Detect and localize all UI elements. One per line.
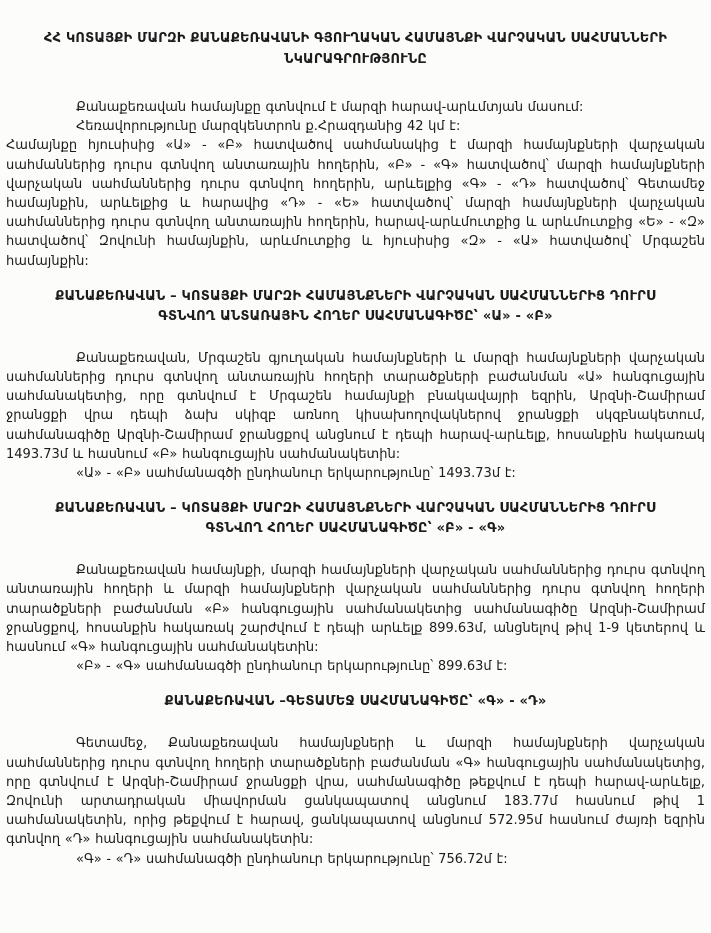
section-boundary-g-d — [6, 692, 705, 868]
section-summary-g-d: «Գ» - «Դ» սահմանագծի ընդհանուր երկարությունը՝ 756.72մ է: — [76, 851, 508, 867]
section-heading-g-d: ՔԱՆԱՔԵՌԱՎԱՆ –ԳԵՏԱՄԵՋ ՍԱՀՄԱՆԱԳԻԾԸ՝ «Գ» - «Դ» — [164, 694, 547, 710]
section-heading-a-b: ՔԱՆԱՔԵՌԱՎԱՆ – ԿՈՏԱՅՔԻ ՄԱՐԶԻ ՀԱՄԱՅՆՔՆԵՐԻ ՎԱՐՉԱԿԱՆ ՍԱՀՄԱՆՆԵՐԻՑ ԴՈՒՐՍ ԳՏՆՎՈՂ ԱՆՏԱՌԱՅԻՆ ՀՈՂԵՐ ՍԱՀՄԱՆԱԳԻԾԸ՝ «Ա» - «Բ» — [55, 288, 656, 324]
section-body-g-d: Գետամեջ, Քանաքեռավան համայնքների և մարզի համայնքների վարչական սահմաններից դուրս գտնվող հողերի տարածքների բաժանման «Գ» հանգուցային սահմանակետից, որը գտնվում է Արզնի-Շամիրամ ջրանցքի վրա, սահմանագիծը թեքվում է դեպի հարավ-արևելք, Զովունի արտադրական միավորման ցանկապատով անցնում 183.77մ հասնում թիվ 1 սահմանակետին, որից թեքվում է հարավ, ցանկապատով անցնում 572.95մ հասնում ժայռի եզրին գտնվող «Դ» հանգուցային սահմանակետին: — [6, 736, 705, 848]
document-title: ՀՀ ԿՈՏԱՅՔԻ ՄԱՐԶԻ ՔԱՆԱՔԵՌԱՎԱՆԻ ԳՅՈՒՂԱԿԱՆ ՀԱՄԱՅՆՔԻ ՎԱՐՉԱԿԱՆ ՍԱՀՄԱՆՆԵՐԻ ՆԿԱՐԱԳՐՈՒԹՅՈՒՆԸ — [43, 31, 668, 67]
section-boundary-b-g — [6, 499, 705, 676]
intro-paragraph-location: Քանաքեռավան համայնքը գտնվում է մարզի հարավ-արևմտյան մասում: — [76, 100, 584, 115]
intro-paragraph-distance: Հեռավորությունը մարզկենտրոն ք.Հրազդանից 42 կմ է: — [76, 119, 461, 135]
intro-paragraph-borders-overview: Համայնքը հյուսիսից «Ա» - «Բ» հատվածով սահմանակից է մարզի համայնքների վարչական սահմաններից դուրս գտնվող անտառային հողերին, «Բ» - «Գ» հատվածով՝ մարզի համայնքների վարչական սահմաններից դուրս գտնվող հողերին, արևելքից «Գ» - «Դ» հատվածով՝ Գետամեջ համայնքին, արևելքից և հարավից «Դ» - «Ե» հատվածով՝ մարզի համայնքների վարչական սահմաններից դուրս գտնվող անտառային հողերին, հարավ-արևմուտքից և արևմուտքից «Ե» - «Զ» հատվածով՝ Զովունի համայնքին, արևմուտքից և հյուսիսից «Զ» - «Ա» հատվածով՝ Մրգաշեն համայնքին: — [6, 138, 705, 269]
section-heading-b-g: ՔԱՆԱՔԵՌԱՎԱՆ – ԿՈՏԱՅՔԻ ՄԱՐԶԻ ՀԱՄԱՅՆՔՆԵՐԻ ՎԱՐՉԱԿԱՆ ՍԱՀՄԱՆՆԵՐԻՑ ԴՈՒՐՍ ԳՏՆՎՈՂ ՀՈՂԵՐ ՍԱՀՄԱՆԱԳԻԾԸ՝ «Բ» - «Գ» — [55, 501, 656, 537]
section-body-a-b: Քանաքեռավան, Մրգաշեն գյուղական համայնքների և մարզի համայնքների վարչական սահմաններից դուրս գտնվող անտառային հողերի տարածքների բաժանման «Ա» հանգուցային սահմանակետից, որը գտնվում է Մրգաշեն համայնքի բնակավայրի եզրին, Արզնի-Շամիրամ ջրանցքի վրա դեպի ձախ սկիզբ առնող կիսախողովակներով ջրանցքի սկզբնակետում, սահմանագիծը Արզնի-Շամիրամ ջրանցքով անցնում է դեպի հարավ-արևելք, հոսանքին հակառակ 1493.73մ և հասնում «Բ» հանգուցային սահմանակետին: — [6, 350, 705, 462]
section-summary-a-b: «Ա» - «Բ» սահմանագծի ընդհանուր երկարությունը՝ 1493.73մ է: — [76, 466, 516, 482]
section-body-b-g: Քանաքեռավան համայնքի, մարզի համայնքների վարչական սահմաններից դուրս գտնվող անտառային հողերի և մարզի համայնքների վարչական սահմաններից դուրս գտնվող հողերի տարածքների բաժանման «Բ» հանգուցային սահմանակետից սահմանագիծը Արզնի-Շամիրամ ջրանցքով, հոսանքին հակառակ շարժվում է դեպի արևելք 899.63մ, անցնելով թիվ 1-9 կետերով և հասնում «Գ» հանգուցային սահմանակետին: — [6, 563, 705, 656]
section-summary-b-g: «Բ» - «Գ» սահմանագծի ընդհանուր երկարությունը՝ 899.63մ է: — [76, 659, 508, 675]
section-boundary-a-b — [6, 287, 705, 483]
